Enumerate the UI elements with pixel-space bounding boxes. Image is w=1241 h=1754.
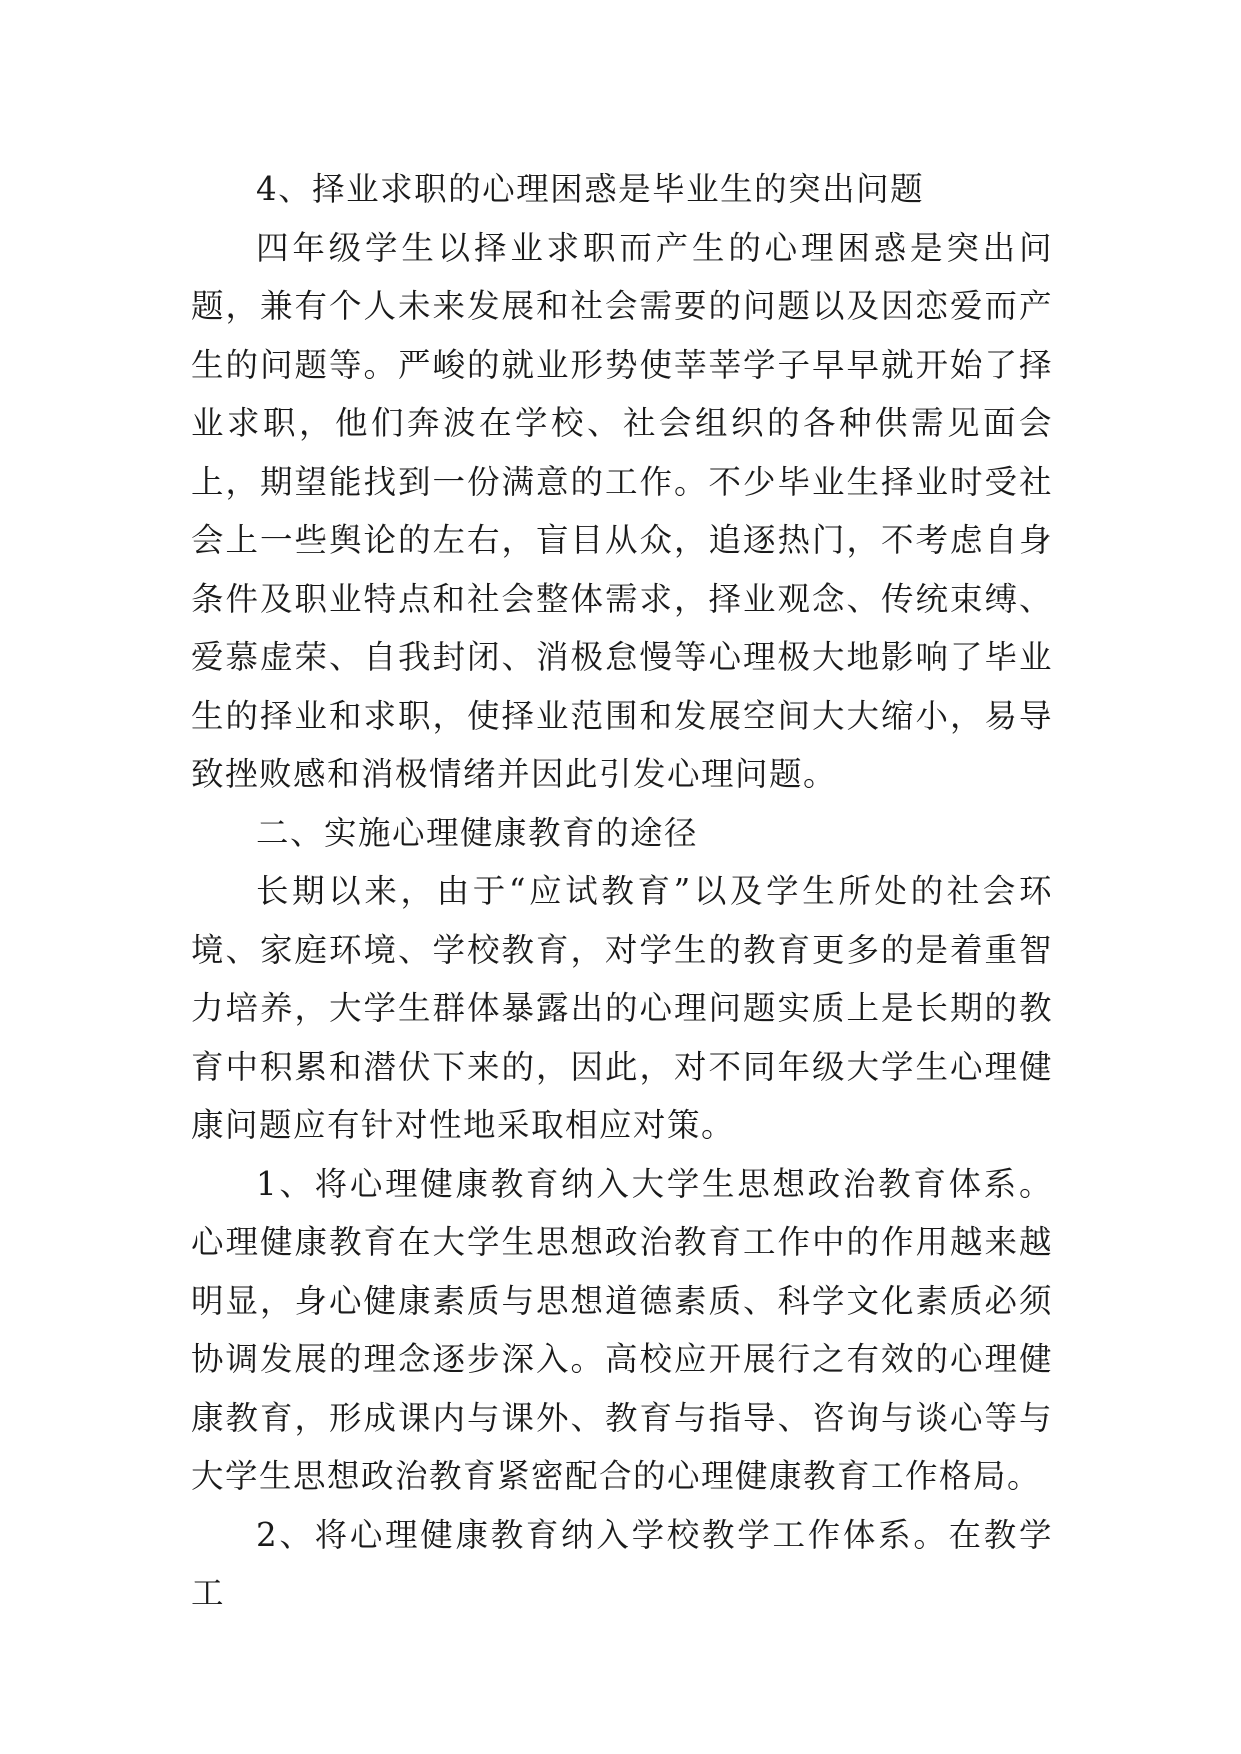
section-heading-approaches: 二、实施心理健康教育的途径 — [256, 813, 699, 852]
paragraph-senior-students: 四年级学生以择业求职而产生的心理困惑是突出问题，兼有个人未来发展和社会需要的问题以及因恋爱而产生的问题等。严峻的就业形势使莘莘学子早早就开始了择业求职，他们奔波在学校、社会组织的各种供需见面会上，期望能找到一份满意的工作。不少毕业生择业时受社会上一些舆论的左右，盲目从众，追逐热门，不考虑自身条件及职业特点和社会整体需求，择业观念、传统束缚、爱慕虚荣、自我封闭、消极怠慢等心理极大地影响了毕业生的择业和求职，使择业范围和发展空间大大缩小，易导致挫败感和消极情绪并因此引发心理问题。 — [191, 228, 1053, 793]
document-body — [191, 160, 1053, 1623]
subheading-career-confusion: 4、择业求职的心理困惑是毕业生的突出问题 — [256, 170, 925, 208]
paragraph-point-2: 2、将心理健康教育纳入学校教学工作体系。在教学工 — [191, 1515, 1053, 1612]
paragraph-long-term-education: 长期以来，由于“应试教育”以及学生所处的社会环境、家庭环境、学校教育，对学生的教育更多的是着重智力培养，大学生群体暴露出的心理问题实质上是长期的教育中积累和潜伏下来的，因此，对不同年级大学生心理健康问题应有针对性地采取相应对策。 — [191, 872, 1053, 1144]
paragraph-point-1: 1、将心理健康教育纳入大学生思想政治教育体系。心理健康教育在大学生思想政治教育工作中的作用越来越明显，身心健康素质与思想道德素质、科学文化素质必须协调发展的理念逐步深入。高校应开展行之有效的心理健康教育，形成课内与课外、教育与指导、咨询与谈心等与大学生思想政治教育紧密配合的心理健康教育工作格局。 — [191, 1164, 1053, 1495]
